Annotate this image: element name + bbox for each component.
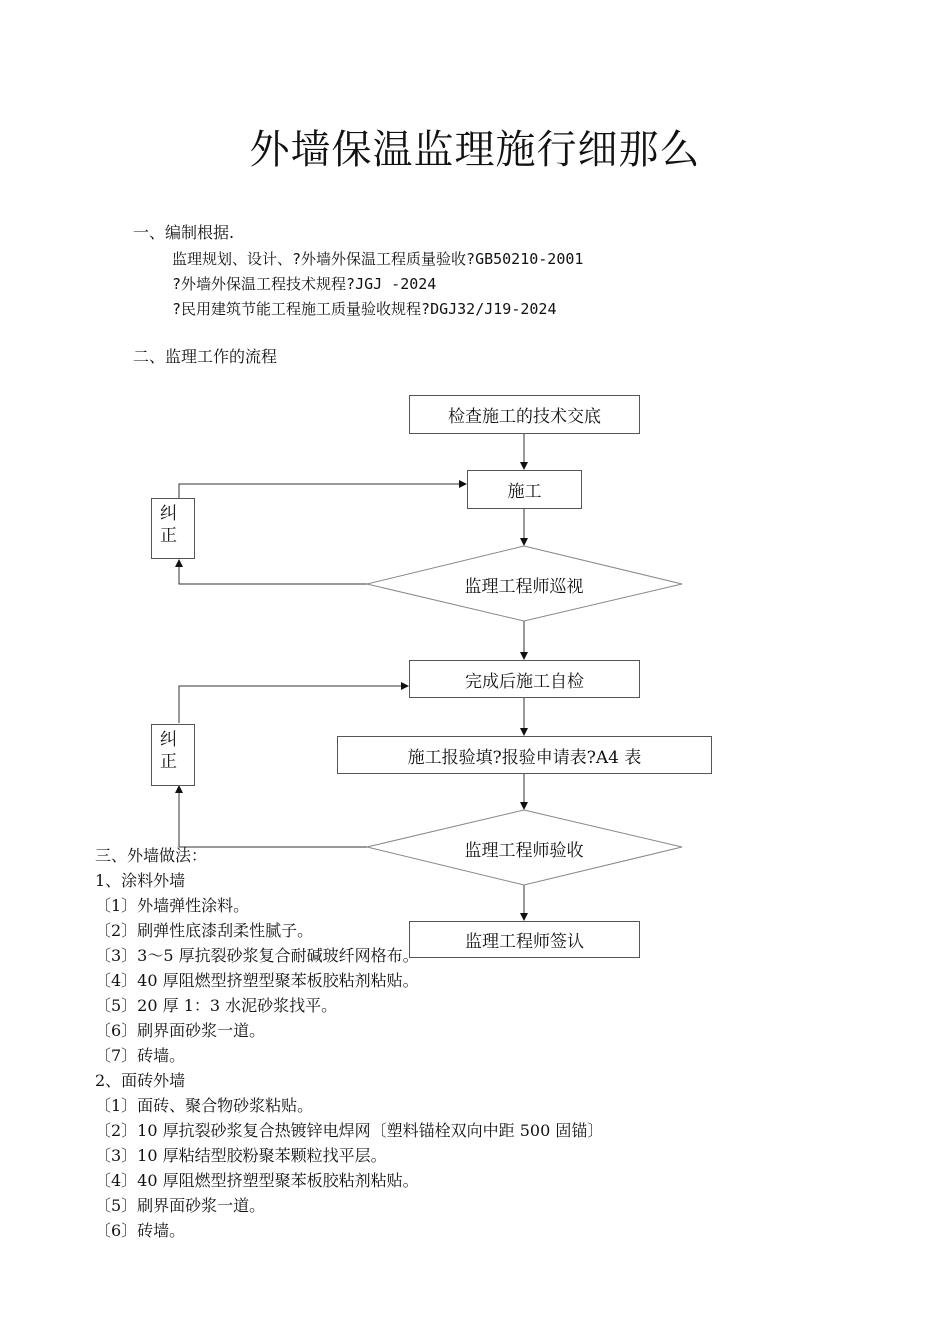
correction-box-2	[151, 724, 195, 786]
sub2-item-6: 〔6〕砖墙。	[95, 1221, 186, 1240]
page-title: 外墙保温监理施行细那么	[249, 127, 701, 173]
flow-step-technical-briefing: 检查施工的技术交底	[409, 395, 640, 434]
section3-heading: 三、外墙做法：	[95, 846, 208, 865]
correction-1-char-2: 正	[160, 526, 177, 546]
sub2-item-5: 〔5〕刷界面砂浆一道。	[95, 1196, 266, 1215]
flow-step-acceptance: 监理工程师验收	[464, 841, 584, 861]
correction-1-char-1: 纠	[160, 504, 177, 524]
flow-step-self-inspection: 完成后施工自检	[409, 660, 640, 698]
section1-line-3: ?民用建筑节能工程施工质量验收规程?DGJ32/J19-2024	[172, 300, 557, 318]
sub2-item-3: 〔3〕10 厚粘结型胶粉聚苯颗粒找平层。	[95, 1146, 387, 1165]
sub1-item-4: 〔4〕40 厚阻燃型挤塑型聚苯板胶粘剂粘贴。	[95, 971, 419, 990]
sub2-item-4: 〔4〕40 厚阻燃型挤塑型聚苯板胶粘剂粘贴。	[95, 1171, 419, 1190]
section1-line-1: 监理规划、设计、?外墙外保温工程质量验收?GB50210-2001	[172, 250, 584, 268]
section1-line-2: ?外墙外保温工程技术规程?JGJ -2024	[172, 275, 437, 293]
flow-step-patrol: 监理工程师巡视	[464, 577, 584, 597]
loop2-up-arrow	[179, 786, 367, 847]
loop2-right-arrow	[179, 686, 408, 723]
sub1-item-3: 〔3〕3～5 厚抗裂砂浆复合耐碱玻纤网格布。	[95, 946, 419, 965]
section3-sub1-heading: 1、涂料外墙	[95, 871, 186, 890]
section3-sub2-heading: 2、面砖外墙	[95, 1071, 186, 1090]
section2-heading: 二、监理工作的流程	[133, 347, 278, 366]
sub1-item-6: 〔6〕刷界面砂浆一道。	[95, 1021, 266, 1040]
sub2-item-2: 〔2〕10 厚抗裂砂浆复合热镀锌电焊网〔塑料锚栓双向中距 500 固锚〕	[95, 1121, 604, 1140]
section1-heading: 一、编制根据.	[133, 223, 235, 242]
flow-step-inspection-request: 施工报验填?报验申请表?A4 表	[337, 736, 712, 774]
loop1-up-arrow	[179, 560, 367, 584]
sub1-item-2: 〔2〕刷弹性底漆刮柔性腻子。	[95, 921, 314, 940]
sub1-item-5: 〔5〕20 厚 1：3 水泥砂浆找平。	[95, 996, 338, 1015]
loop1-right-arrow	[179, 484, 466, 498]
correction-2-char-2: 正	[160, 752, 177, 772]
sub1-item-1: 〔1〕外墙弹性涂料。	[95, 896, 250, 915]
sub2-item-1: 〔1〕面砖、聚合物砂浆粘贴。	[95, 1096, 314, 1115]
correction-2-char-1: 纠	[160, 730, 177, 750]
flow-step-construction: 施工	[467, 470, 582, 509]
sub1-item-7: 〔7〕砖墙。	[95, 1046, 186, 1065]
flow-step-sign-off: 监理工程师签认	[409, 921, 640, 958]
correction-box-1	[151, 498, 195, 559]
